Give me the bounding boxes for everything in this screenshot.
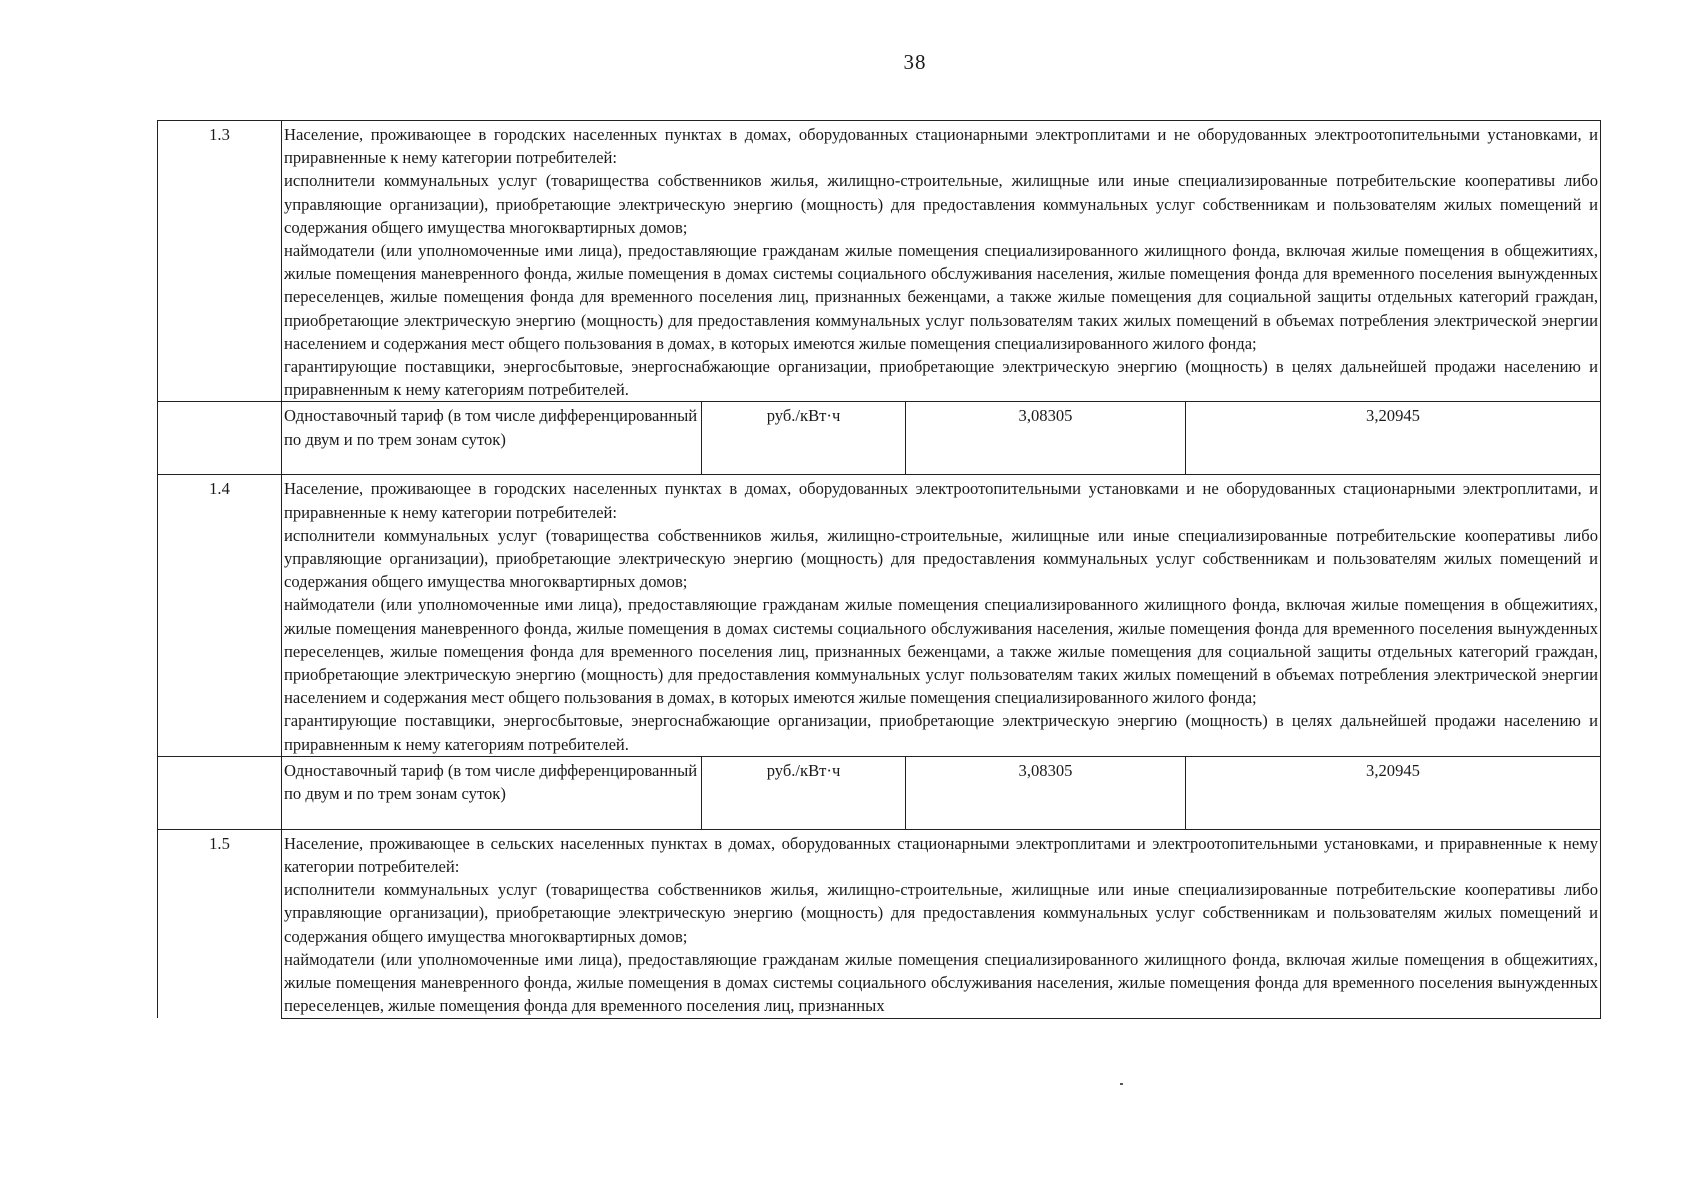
tariff-name: Одноставочный тариф (в том числе дифференцированный по двум и по трем зонам суток): [282, 402, 702, 475]
table-row: [158, 756, 1601, 829]
tariff-name: Одноставочный тариф (в том числе дифференцированный по двум и по трем зонам суток): [282, 756, 702, 829]
tariff-value-first-half: 3,08305: [906, 756, 1186, 829]
table-row: [158, 402, 1601, 475]
row-number: 1.4: [158, 475, 282, 756]
description-paragraph: наймодатели (или уполномоченные ими лица), предоставляющие гражданам жилые помещения специализированного жилищного фонда, включая жилые помещения в общежитиях, жилые помещения маневренного фонда, жилые помещения в домах системы социального обслуживания населения, жилые помещения фонда для временного поселения вынужденных переселенцев, жилые помещения фонда для временного поселения лиц, признанных беженцами, а также жилые помещения для социальной защиты отдельных категорий граждан, приобретающие электрическую энергию (мощность) для предоставления коммунальных услуг пользователям таких жилых помещений в объемах потребления электрической энергии населением и содержания мест общего пользования в домах, в которых имеются жилые помещения специализированного жилого фонда;: [284, 595, 1598, 708]
consumer-description: [282, 121, 1601, 402]
description-paragraph: гарантирующие поставщики, энергосбытовые, энергоснабжающие организации, приобретающие электрическую энергию (мощность) в целях дальнейшей продажи населению и приравненным к нему категориям потребителей.: [284, 711, 1598, 754]
description-paragraph: исполнители коммунальных услуг (товарищества собственников жилья, жилищно-строительные, жилищные или иные специализированные потребительские кооперативы либо управляющие организации), приобретающие электрическую энергию (мощность) для предоставления коммунальных услуг собственникам и пользователям жилых помещений и содержания общего имущества многоквартирных домов;: [284, 171, 1598, 237]
description-paragraph: гарантирующие поставщики, энергосбытовые, энергоснабжающие организации, приобретающие электрическую энергию (мощность) в целях дальнейшей продажи населению и приравненным к нему категориям потребителей.: [284, 357, 1598, 400]
row-number: 1.5: [158, 829, 282, 1018]
scan-speck: [1120, 1083, 1123, 1085]
description-paragraph: исполнители коммунальных услуг (товарищества собственников жилья, жилищно-строительные, жилищные или иные специализированные потребительские кооперативы либо управляющие организации), приобретающие электрическую энергию (мощность) для предоставления коммунальных услуг собственникам и пользователям жилых помещений и содержания общего имущества многоквартирных домов;: [284, 525, 1598, 592]
tariff-value-first-half: 3,08305: [906, 402, 1186, 475]
tariff-unit: руб./кВт·ч: [702, 756, 906, 829]
description-paragraph: исполнители коммунальных услуг (товарищества собственников жилья, жилищно-строительные, жилищные или иные специализированные потребительские кооперативы либо управляющие организации), приобретающие электрическую энергию (мощность) для предоставления коммунальных услуг собственникам и пользователям жилых помещений и содержания общего имущества многоквартирных домов;: [284, 880, 1598, 946]
table-row: [158, 829, 1601, 1018]
row-number-empty: [158, 756, 282, 829]
consumer-description: [282, 475, 1601, 756]
consumer-description: [282, 829, 1601, 1018]
tariff-table: [157, 120, 1601, 1019]
description-paragraph: Население, проживающее в сельских населенных пунктах в домах, оборудованных стационарными электроплитами и электроотопительными установками, и приравненные к нему категории потребителей:: [284, 833, 1598, 877]
tariff-unit: руб./кВт·ч: [702, 402, 906, 475]
table-row: [158, 475, 1601, 756]
row-number-empty: [158, 402, 282, 475]
row-number: 1.3: [158, 121, 282, 402]
table-row: [158, 121, 1601, 402]
description-paragraph: наймодатели (или уполномоченные ими лица), предоставляющие гражданам жилые помещения специализированного жилищного фонда, включая жилые помещения в общежитиях, жилые помещения маневренного фонда, жилые помещения в домах системы социального обслуживания населения, жилые помещения фонда для временного поселения вынужденных переселенцев, жилые помещения фонда для временного поселения лиц, признанных беженцами, а также жилые помещения для социальной защиты отдельных категорий граждан, приобретающие электрическую энергию (мощность) для предоставления коммунальных услуг пользователям таких жилых помещений в объемах потребления электрической энергии населением и содержания мест общего пользования в домах, в которых имеются жилые помещения специализированного жилого фонда;: [284, 241, 1598, 353]
description-paragraph: Население, проживающее в городских населенных пунктах в домах, оборудованных электроотопительными установками и не оборудованных стационарными электроплитами, и приравненные к нему категории потребителей:: [284, 479, 1598, 522]
page-number: 38: [903, 50, 927, 74]
tariff-value-second-half: 3,20945: [1186, 402, 1601, 475]
tariff-value-second-half: 3,20945: [1186, 756, 1601, 829]
description-paragraph: наймодатели (или уполномоченные ими лица), предоставляющие гражданам жилые помещения специализированного жилищного фонда, включая жилые помещения в общежитиях, жилые помещения маневренного фонда, жилые помещения в домах системы социального обслуживания населения, жилые помещения фонда для временного поселения вынужденных переселенцев, жилые помещения фонда для временного поселения лиц, признанных: [284, 949, 1598, 1016]
description-paragraph: Население, проживающее в городских населенных пунктах в домах, оборудованных стационарными электроплитами и не оборудованных электроотопительными установками, и приравненные к нему категории потребителей:: [284, 125, 1598, 168]
